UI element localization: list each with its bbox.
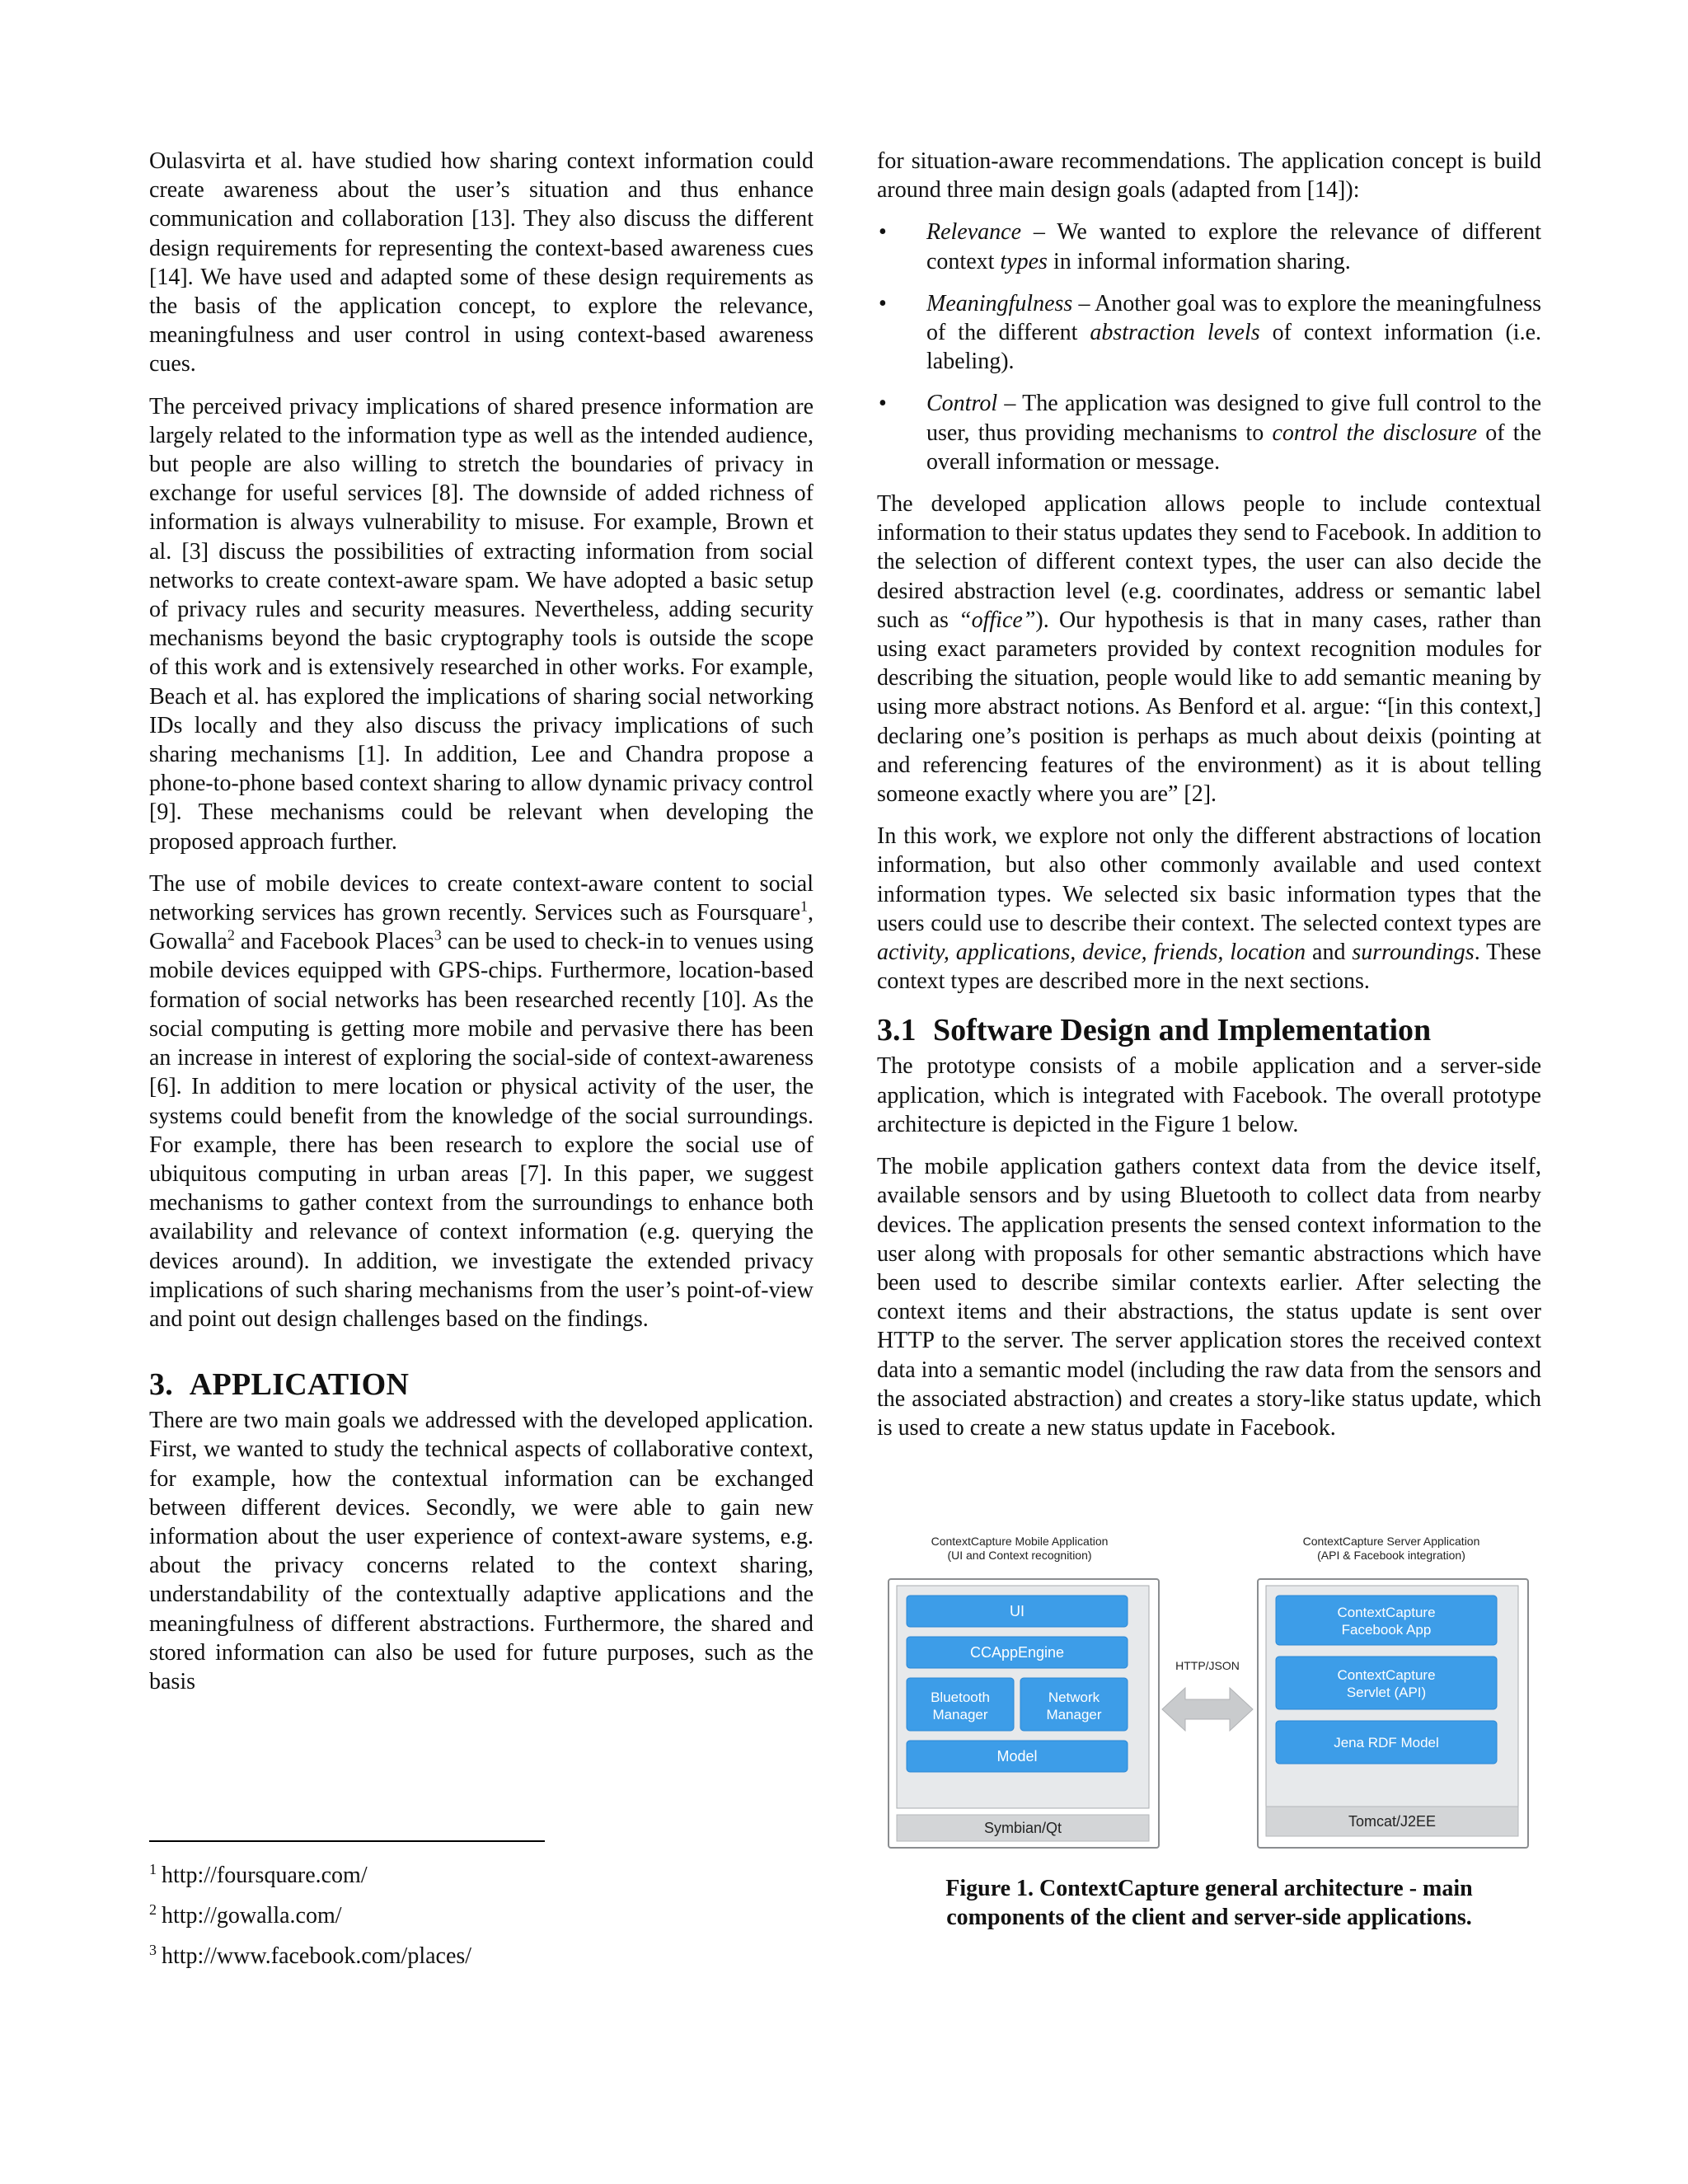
facebook-app-label: Facebook App [1341,1622,1432,1638]
caption-line: components of the client and server-side applications. [946,1905,1472,1931]
text: – Another goal was to explore the meaningfulness of the different [926,290,1541,346]
double-arrow-icon [1162,1688,1253,1731]
ccappengine-label: CCAppEngine [969,1644,1065,1661]
architecture-figure [882,1535,1533,1861]
bullet-icon: • [879,290,887,316]
footnote-number: 1 [149,1860,157,1877]
paragraph [877,490,1541,808]
paragraph: There are two main goals we addressed with the developed application. First, we wanted to study the technical aspects of collaborative context, for example, how the contextual information can be exchanged between different devices. Secondly, we were able to gain new information about the user experience of context-aware systems, e.g. about the privacy concerns related to the context sharing, understandability of the contextually adaptive applications and the meaningfulness of different abstractions. Furthermore, the shared and stored information can also be used for future purposes, such as the basis [149,1408,814,1694]
caption-line: Figure 1. ContextCapture general architecture - main [945,1876,1473,1901]
footnote-number: 3 [149,1941,157,1958]
footnote-ref[interactable]: 1 [800,898,808,915]
facebook-app-box [1276,1596,1497,1645]
jena-rdf-label: Jena RDF Model [1334,1735,1439,1750]
network-manager-label: Network [1048,1690,1100,1705]
term: Control [926,391,998,417]
footnote-number: 2 [149,1900,157,1918]
text: and [1306,940,1353,966]
footnote [149,1901,726,1930]
bluetooth-manager-label: Bluetooth [931,1690,990,1705]
servlet-label: ContextCapture [1337,1667,1436,1683]
paragraph-social-services [149,869,814,1333]
footnote-link[interactable]: http://www.facebook.com/places/ [162,1943,472,1969]
model-label: Model [996,1748,1038,1765]
paragraph: The prototype consists of a mobile application and a server-side application, which is integrated with Facebook. The overall prototype architecture is depicted in the Figure 1 below. [877,1053,1541,1137]
list-item [877,389,1541,476]
text: of the overall information or message. [926,419,1542,475]
bluetooth-manager-label: Manager [932,1707,988,1722]
servlet-box [1276,1657,1497,1709]
section-heading: 3. APPLICATION [149,1367,410,1403]
footnote-link[interactable]: http://gowalla.com/ [162,1903,342,1929]
server-app-title: ContextCapture Server Application [1302,1535,1480,1548]
left-column [149,147,814,1709]
design-goals-list [877,218,1541,476]
text: activity, applications, device, friends, location [877,940,1306,966]
server-app-subtitle: (API & Facebook integration) [1317,1549,1465,1562]
symbian-platform-label: Symbian/Qt [983,1820,1062,1836]
paragraph: The mobile application gathers context data from the device itself, available sensors and by using Bluetooth to collect data from nearby devices. The application presents the sensed context information to the user along with proposals for other semantic abstractions which have been used to describe similar contexts earlier. After selecting the context items and their abstractions, the status update is sent over HTTP to the server. The server application stores the received context data into a semantic model (including the raw data from the sensors and the associated abstraction) and creates a story-like status update, which is used to create a new status update in Facebook. [877,1154,1541,1441]
right-column [877,147,1541,1455]
figure-caption [877,1874,1541,1932]
footnote [149,1861,726,1890]
paragraph: Oulasvirta et al. have studied how sharing context information could create awareness about the user’s situation and thus enhance communication and collaboration [13]. They also discuss the different design requirements for representing the context-based awareness cues [14]. We have used and adapted some of these design requirements as the basis of the application concept, to explore the relevance, meaningfulness and user control in using context-based awareness cues. [149,148,814,377]
footnote-link[interactable]: http://foursquare.com/ [162,1863,368,1888]
paragraph [877,822,1541,996]
footnote [149,1942,726,1971]
mobile-app-title: ContextCapture Mobile Application [931,1535,1109,1548]
text: The use of mobile devices to create context-aware content to social networking services has grown recently. Services such as Foursquare [149,870,814,926]
text: The developed application allows people to include contextual information to their status updates they send to Facebook. In addition to the selection of different context types, the user can also decide the desired abstraction level (e.g. coordinates, address or semantic label such as [877,491,1541,633]
bullet-icon: • [879,391,887,417]
text: In this work, we explore not only the different abstractions of location information, but also other commonly available and used context information types. We selected six basic information types that the users could use to describe their context. The selected context types are [877,823,1541,936]
text: ). Our hypothesis is that in many cases, rather than using exact parameters provided by context recognition modules for describing the situation, people would like to add semantic meaning by using more abstract notions. As Benford et al. argue: “[in this context,] declaring one’s position is perhaps as much about deixis (pointing at and referencing features of the environment) as it is about telling someone exactly where you are” [2]. [877,607,1541,808]
footnote-ref[interactable]: 3 [434,926,442,944]
subsection-heading [877,1012,1541,1048]
facebook-app-label: ContextCapture [1337,1605,1436,1620]
text: types [1000,248,1048,274]
text: can be used to check-in to venues using mobile devices equipped with GPS-chips. Furthermore, location-based formation of social networks has been researched recently [10]. As the social computing is getting more mobile and pervasive there has been an increase in interest of exploring the social-side of context-awareness [6]. In addition to mere location or physical activity of the user, the systems could benefit from the knowledge of the social surroundings. For example, there has been research to explore the social use of ubiquitous computing in urban areas [7]. In this paper, we suggest mechanisms to gather context from the surroundings to enhance both availability and relevance of context information (e.g. querying the devices around). In addition, we investigate the extended privacy implications of such sharing mechanisms from the user’s point-of-view and point out design challenges based on the findings. [149,929,814,1332]
paragraph: The perceived privacy implications of shared presence information are largely related to the information type as well as the intended audience, but people are also willing to stretch the boundaries of privacy in exchange for useful services [8]. The downside of added richness of information is always vulnerability to misuse. For example, Brown et al. [3] discuss the possibilities of extracting information from social networks to create context-aware spam. We have adopted a basic setup of privacy rules and security measures. Nevertheless, adding security mechanisms beyond the basic cryptography tools is outside the scope of this work and is extensively researched in other works. For example, Beach et al. has explored the implications of sharing social networking IDs locally and they also discuss the privacy implications of such sharing mechanisms [1]. In addition, Lee and Chandra propose a phone-to-phone based context sharing to allow dynamic privacy control [9]. These mechanisms could be relevant when developing the proposed approach further. [149,393,814,855]
footnote-divider [149,1840,545,1842]
list-item [877,289,1541,377]
protocol-label: HTTP/JSON [1175,1659,1240,1672]
text: and Facebook Places [234,929,434,955]
term: Meaningfulness [926,290,1073,316]
list-item [877,218,1541,275]
ui-label: UI [1010,1603,1025,1619]
paragraph: for situation-aware recommendations. The application concept is build around three main design goals (adapted from [14]): [877,148,1541,204]
text: , Gowalla [149,900,814,955]
text: . These context types are described more in the next sections. [877,940,1541,995]
servlet-label: Servlet (API) [1346,1685,1427,1700]
subsection-title: Software Design and Implementation [933,1013,1432,1048]
text: surroundings [1352,940,1475,966]
subsection-number: 3.1 [877,1013,917,1048]
text: abstraction levels [1090,320,1260,346]
text: – The application was designed to give full control to the user, thus providing mechanisms to [926,391,1541,446]
tomcat-platform-label: Tomcat/J2EE [1348,1813,1437,1830]
term: Relevance [926,219,1022,246]
mobile-app-subtitle: (UI and Context recognition) [947,1549,1092,1562]
text: “office” [959,607,1036,633]
text: in informal information sharing. [1047,248,1351,274]
text: – We wanted to explore the relevance of different context [926,219,1541,274]
network-manager-label: Manager [1046,1707,1102,1722]
text: of context information (i.e. labeling). [926,320,1541,375]
bullet-icon: • [879,219,887,246]
footnotes [149,1861,726,1982]
text: control the disclosure [1272,419,1478,446]
footnote-ref[interactable]: 2 [227,926,235,944]
